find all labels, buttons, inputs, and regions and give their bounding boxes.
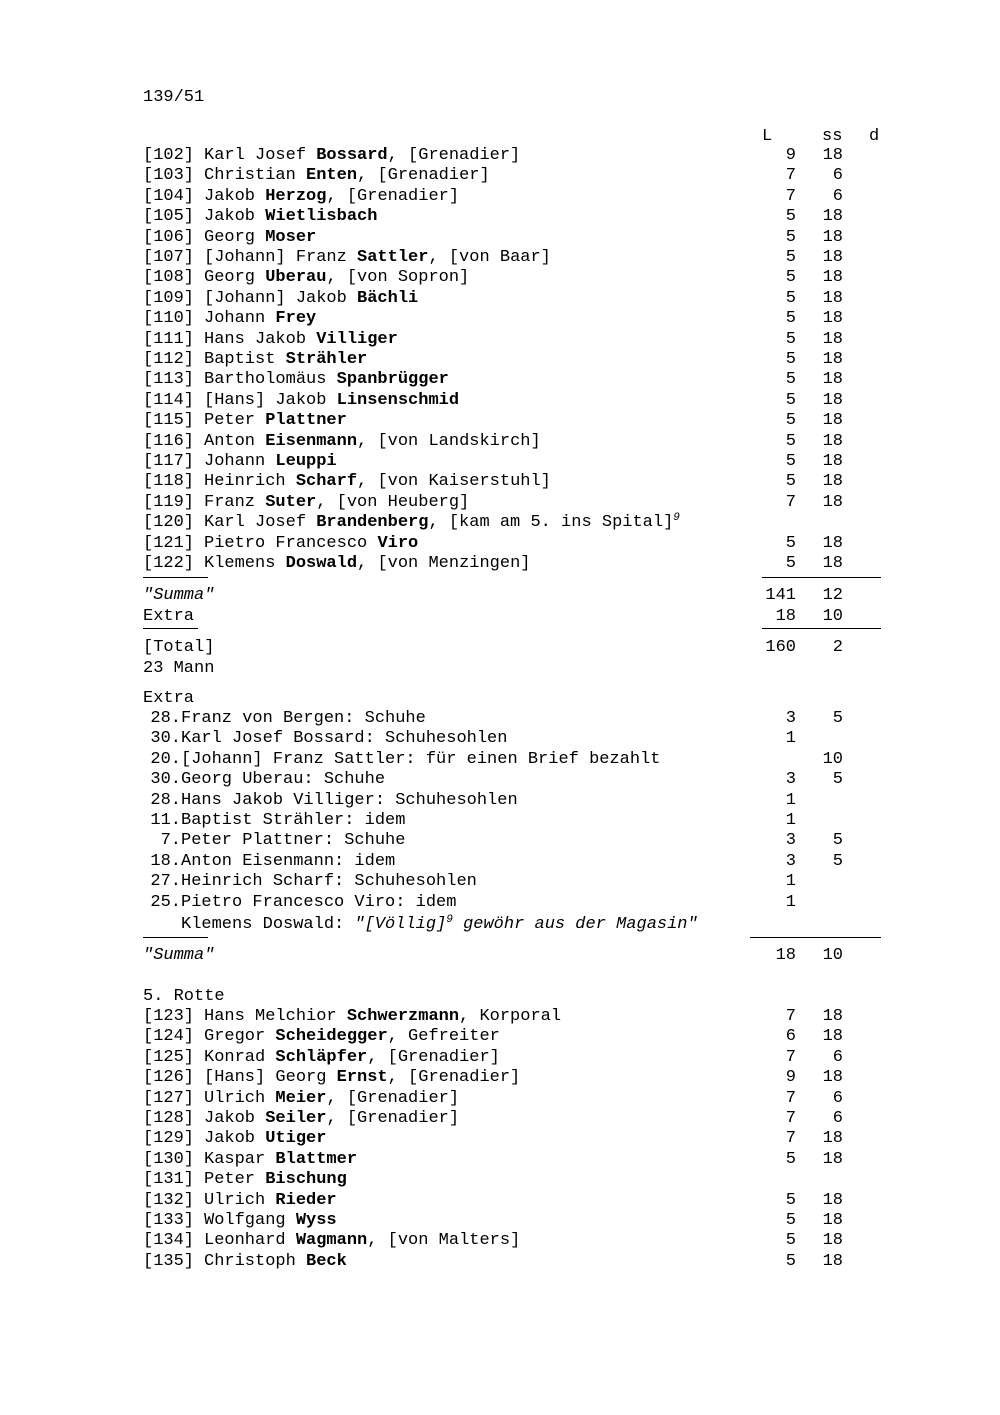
extra-l: 3: [785, 851, 796, 871]
total-label-rule: [143, 628, 198, 629]
entry-given: Jakob: [204, 186, 266, 206]
summa-label: "Summa": [143, 586, 215, 605]
entry-given: [Hans] Georg: [204, 1068, 337, 1088]
extra-text: Baptist Strähler: idem: [181, 811, 406, 830]
roster-entry: [143, 330, 398, 350]
entry-ref: [106]: [143, 227, 195, 247]
entry-ref: [133]: [143, 1211, 195, 1230]
entry-ss: 18: [822, 1027, 843, 1047]
entry-note: , [Grenadier]: [357, 166, 490, 186]
extra-l: 1: [785, 892, 796, 912]
entry-note: , [kam am 5. ins Spital]: [428, 513, 674, 533]
entry-given: Karl Josef: [204, 146, 317, 165]
col-header-l: L: [762, 127, 773, 146]
entry-surname: Schläpfer: [275, 1047, 368, 1067]
roster-entry: [143, 1048, 500, 1068]
extra-entry: [143, 872, 477, 892]
extra-text: Karl Josef Bossard: Schuhesohlen: [181, 729, 508, 749]
entry-note: , [Grenadier]: [387, 1068, 521, 1088]
mann-count: 23 Mann: [143, 659, 215, 678]
entry-ss: 6: [832, 1047, 843, 1067]
entry-l: 7: [785, 166, 796, 186]
entry-given: Johann: [204, 452, 276, 471]
entry-ref: [117]: [143, 452, 195, 471]
entry-ss: 18: [822, 1007, 843, 1026]
entry-l: [740, 1170, 796, 1190]
entry-l: 5: [785, 1231, 796, 1251]
entry-ss: 18: [822, 227, 843, 247]
total-ss: 2: [832, 638, 843, 657]
extra-l: 1: [785, 811, 796, 830]
entry-ss: 18: [822, 309, 843, 329]
entry-given: Pietro Francesco: [204, 533, 378, 553]
entry-ss: 18: [822, 146, 843, 165]
col-header-d: d: [869, 127, 880, 146]
extra-entry: [143, 893, 456, 913]
entry-surname: Frey: [275, 309, 317, 329]
entry-note: , [von Baar]: [428, 248, 551, 267]
extra-day: 28.: [150, 790, 181, 810]
extra-title: Extra: [143, 689, 195, 708]
entry-l: 5: [785, 390, 796, 410]
extra-l: 1: [785, 790, 796, 810]
entry-given: Georg: [204, 268, 266, 288]
entry-ref: [122]: [143, 554, 195, 573]
roster-entry: [143, 1211, 337, 1231]
extra-entry: [143, 709, 426, 729]
rotte-title: 5. Rotte: [143, 987, 225, 1006]
entry-surname: Beck: [306, 1251, 347, 1271]
entry-ref: [111]: [143, 329, 195, 349]
extra-day: 7.: [160, 831, 181, 851]
extra-entry: [143, 729, 507, 749]
summa2-label: "Summa": [143, 946, 215, 965]
entry-ref: [119]: [143, 492, 195, 512]
extra-text: Hans Jakob Villiger: Schuhesohlen: [181, 790, 518, 810]
entry-surname: Viro: [377, 533, 419, 553]
entry-ss: 18: [822, 554, 843, 573]
entry-given: Heinrich: [204, 472, 296, 492]
roster-entry: [143, 370, 449, 390]
entry-l: 5: [785, 1251, 796, 1271]
entry-l: 5: [785, 370, 796, 390]
entry-ss: 18: [822, 452, 843, 471]
entry-ss: 18: [822, 1068, 843, 1088]
entry-note: , [Grenadier]: [326, 1109, 460, 1128]
entry-given: Christian: [204, 166, 307, 186]
entry-ss: 18: [822, 1129, 843, 1149]
entry-given: Gregor: [204, 1027, 276, 1047]
entry-ref: [120]: [143, 513, 195, 533]
extra-l: 3: [785, 709, 796, 728]
entry-ref: [131]: [143, 1170, 195, 1190]
roster-entry: [143, 289, 418, 309]
extra-day: 28.: [150, 709, 181, 728]
roster-entry: [143, 187, 459, 207]
entry-surname: Seiler: [265, 1109, 327, 1128]
entry-surname: Eisenmann: [265, 431, 358, 451]
entry-note: , [von Kaiserstuhl]: [357, 472, 551, 492]
entry-given: Jakob: [204, 1109, 266, 1128]
entry-given: [Johann] Jakob: [204, 288, 358, 308]
entry-l: 5: [785, 288, 796, 308]
roster-entry: [143, 1129, 326, 1149]
entry-given: Leonhard: [204, 1231, 296, 1251]
extra-text: Peter Plattner: Schuhe: [181, 831, 406, 851]
entry-ss: [805, 1170, 843, 1190]
roster-entry: [143, 1252, 347, 1272]
entry-ss: 18: [822, 1211, 843, 1230]
col-header-ss: ss: [822, 127, 843, 146]
extra-ss: 5: [832, 831, 843, 851]
entry-note: , [Grenadier]: [367, 1047, 500, 1067]
entry-surname: Utiger: [265, 1129, 327, 1149]
entry-ref: [123]: [143, 1007, 195, 1026]
entry-l: 5: [785, 207, 796, 227]
entry-ss: 18: [822, 207, 843, 227]
entry-ref: [104]: [143, 186, 195, 206]
extra-day: 30.: [150, 770, 181, 790]
roster-entry: [143, 493, 469, 513]
total-l: 160: [765, 638, 796, 657]
roster-entry: [143, 1068, 520, 1088]
roster-entry: [143, 309, 316, 329]
entry-surname: Wyss: [295, 1211, 337, 1230]
extra-entry: [143, 791, 518, 811]
extra-day: 18.: [150, 851, 181, 871]
entry-given: Klemens: [204, 554, 286, 573]
extra-day: 25.: [150, 892, 181, 912]
entry-l: 5: [785, 472, 796, 492]
entry-given: Franz: [204, 492, 266, 512]
entry-ref: [116]: [143, 431, 195, 451]
entry-ref: [128]: [143, 1109, 195, 1128]
roster-entry: [143, 411, 347, 431]
entry-surname: Doswald: [285, 554, 358, 573]
roster-entry: [143, 513, 680, 533]
entry-surname: Plattner: [265, 411, 347, 431]
entry-l: 7: [785, 492, 796, 512]
entry-ss: 6: [832, 1109, 843, 1128]
entry-l: 5: [785, 554, 796, 573]
roster-entry: [143, 554, 530, 574]
total-label: [Total]: [143, 638, 215, 657]
entry-ref: [115]: [143, 411, 195, 431]
extra-l: [740, 750, 796, 770]
roster-entry: [143, 391, 459, 411]
entry-l: 7: [785, 1047, 796, 1067]
entry-ss: 18: [822, 248, 843, 267]
entry-ref: [125]: [143, 1047, 195, 1067]
entry-note: , [von Sopron]: [326, 268, 470, 288]
entry-given: Kaspar: [204, 1149, 276, 1169]
entry-surname: Bischung: [265, 1170, 347, 1190]
entry-l: 9: [785, 1068, 796, 1088]
entry-surname: Herzog: [265, 186, 327, 206]
extra-day: 11.: [150, 811, 181, 830]
entry-l: 5: [785, 1190, 796, 1210]
entry-l: 5: [785, 350, 796, 369]
entry-l: 6: [785, 1027, 796, 1047]
extra-ss: [805, 811, 843, 831]
entry-ref: [127]: [143, 1088, 195, 1108]
roster-entry: [143, 432, 541, 452]
summa2-rule: [750, 937, 881, 938]
entry-given: Georg: [204, 227, 266, 247]
roster-entry: [143, 268, 469, 288]
roster-entry: [143, 1150, 357, 1170]
roster-entry: [143, 350, 367, 370]
entry-l: 5: [785, 431, 796, 451]
entry-l: 5: [785, 411, 796, 431]
entry-surname: Wietlisbach: [265, 207, 378, 227]
entry-ss: 18: [822, 431, 843, 451]
entry-ss: 18: [822, 411, 843, 431]
entry-ref: [105]: [143, 207, 195, 227]
entry-ref: [113]: [143, 370, 195, 390]
entry-given: [Hans] Jakob: [204, 390, 337, 410]
sum-rule: [762, 577, 881, 578]
entry-given: Hans Melchior: [204, 1007, 347, 1026]
entry-l: [740, 513, 796, 533]
entry-ref: [112]: [143, 350, 195, 369]
entry-ref: [129]: [143, 1129, 195, 1149]
roster-entry: [143, 452, 337, 472]
entry-given: Peter: [204, 1170, 266, 1190]
entry-note: , Korporal: [459, 1007, 562, 1026]
entry-ref: [108]: [143, 268, 195, 288]
entry-given: Christoph: [204, 1251, 307, 1271]
entry-ss: 6: [832, 166, 843, 186]
entry-l: 7: [785, 186, 796, 206]
extra-entry: [143, 831, 405, 851]
entry-ss: 6: [832, 186, 843, 206]
entry-ref: [132]: [143, 1190, 195, 1210]
entry-ss: 18: [822, 1190, 843, 1210]
entry-l: 5: [785, 268, 796, 288]
entry-ss: 18: [822, 268, 843, 288]
entry-surname: Bossard: [316, 146, 388, 165]
roster-entry: [143, 207, 377, 227]
entry-given: Bartholomäus: [204, 370, 337, 390]
entry-ss: [805, 513, 843, 533]
entry-given: Karl Josef: [204, 513, 317, 533]
entry-surname: Brandenberg: [316, 513, 429, 533]
entry-surname: Rieder: [275, 1190, 337, 1210]
summa2-ss: 10: [822, 946, 843, 965]
entry-ref: [135]: [143, 1251, 195, 1271]
entry-l: 5: [785, 1211, 796, 1230]
entry-given: Baptist: [204, 350, 286, 369]
entry-ref: [102]: [143, 146, 195, 165]
entry-note: , [von Landskirch]: [357, 431, 541, 451]
extra-text: [Johann] Franz Sattler: für einen Brief bezahlt: [181, 749, 661, 769]
entry-given: Wolfgang: [204, 1211, 296, 1230]
entry-surname: Meier: [275, 1088, 327, 1108]
entry-ref: [126]: [143, 1068, 195, 1088]
extra-l: 18: [775, 607, 796, 626]
entry-ss: 18: [822, 350, 843, 369]
extra-entry: [143, 750, 660, 770]
entry-given: Ulrich: [204, 1190, 276, 1210]
entry-l: 5: [785, 248, 796, 267]
extra-day: 20.: [150, 749, 181, 769]
entry-surname: Villiger: [316, 329, 398, 349]
entry-surname: Blattmer: [275, 1149, 358, 1169]
extra-ss: [805, 893, 843, 913]
entry-ss: 18: [822, 1231, 843, 1251]
roster-entry: [143, 534, 418, 554]
entry-surname: Strähler: [285, 350, 368, 369]
summa-l: 141: [765, 586, 796, 605]
summa2-label-rule: [143, 937, 208, 938]
extra-day: 30.: [150, 729, 181, 749]
entry-ref: [118]: [143, 472, 195, 492]
entry-given: Peter: [204, 411, 266, 431]
roster-entry: [143, 146, 520, 166]
entry-ref: [121]: [143, 533, 195, 553]
entry-given: Johann: [204, 309, 276, 329]
extra-day: 27.: [150, 872, 181, 892]
summa2-l: 18: [775, 946, 796, 965]
extra-ss: 10: [822, 749, 843, 769]
entry-surname: Ernst: [336, 1068, 388, 1088]
entry-note: , [Grenadier]: [387, 146, 521, 165]
entry-note: , [Grenadier]: [326, 186, 460, 206]
entry-given: Konrad: [204, 1047, 276, 1067]
extra-entry: [143, 770, 385, 790]
entry-l: 5: [785, 1149, 796, 1169]
entry-given: Ulrich: [204, 1088, 276, 1108]
roster-entry: [143, 1027, 500, 1047]
entry-ref: [114]: [143, 390, 195, 410]
entry-given: Anton: [204, 431, 266, 451]
extra-ss: 5: [832, 709, 843, 728]
entry-l: 7: [785, 1007, 796, 1026]
entry-given: Jakob: [204, 1129, 266, 1149]
entry-l: 5: [785, 452, 796, 471]
entry-l: 5: [785, 227, 796, 247]
entry-surname: Suter: [265, 492, 317, 512]
extra-text: Anton Eisenmann: idem: [181, 851, 396, 871]
extra-l: 1: [785, 872, 796, 892]
entry-note: , [von Heuberg]: [316, 492, 470, 512]
entry-ss: 18: [822, 370, 843, 390]
roster-entry: [143, 1109, 459, 1129]
extra-entry: [143, 811, 405, 831]
entry-ss: 18: [822, 1149, 843, 1169]
entry-l: 5: [785, 329, 796, 349]
entry-l: 7: [785, 1109, 796, 1128]
entry-surname: Scheidegger: [275, 1027, 388, 1047]
extra-text: Franz von Bergen: Schuhe: [181, 709, 426, 728]
entry-given: [Johann] Franz: [204, 248, 358, 267]
extra-label: Extra: [143, 607, 195, 626]
entry-ss: 18: [822, 1251, 843, 1271]
entry-ref: [130]: [143, 1149, 195, 1169]
summa-ss: 12: [822, 586, 843, 605]
extra-l: 1: [785, 729, 796, 749]
roster-entry: [143, 228, 316, 248]
extra-l: 3: [785, 831, 796, 851]
extra-ss: [805, 872, 843, 892]
entry-ss: 6: [832, 1088, 843, 1108]
entry-surname: Scharf: [295, 472, 358, 492]
entry-ss: 18: [822, 492, 843, 512]
entry-surname: Leuppi: [275, 452, 337, 471]
entry-l: 7: [785, 1088, 796, 1108]
extra-text: Georg Uberau: Schuhe: [181, 770, 386, 790]
roster-entry: [143, 166, 490, 186]
footnote-mark: 9: [673, 512, 680, 525]
entry-ref: [124]: [143, 1027, 195, 1047]
roster-entry: [143, 1231, 520, 1251]
entry-l: 5: [785, 533, 796, 553]
roster-entry: [143, 1007, 561, 1027]
entry-surname: Linsenschmid: [336, 390, 460, 410]
entry-ss: 18: [822, 472, 843, 492]
entry-note: , [Grenadier]: [326, 1088, 460, 1108]
entry-surname: Enten: [306, 166, 358, 186]
entry-ss: 18: [822, 288, 843, 308]
entry-l: 9: [785, 146, 796, 165]
extra-ss: 5: [832, 851, 843, 871]
roster-entry: [143, 1089, 459, 1109]
entry-ref: [109]: [143, 288, 195, 308]
doswald-line: Klemens Doswald: "[Völlig]$^9$ gewöhr aus der Magasin": [181, 914, 698, 934]
entry-given: Jakob: [204, 207, 266, 227]
entry-surname: Wagmann: [295, 1231, 368, 1251]
entry-surname: Uberau: [265, 268, 327, 288]
page-number: 139/51: [143, 88, 205, 107]
entry-note: , [von Menzingen]: [357, 554, 531, 573]
entry-ref: [107]: [143, 248, 195, 267]
entry-note: , Gefreiter: [387, 1027, 500, 1047]
roster-entry: [143, 248, 551, 268]
entry-ref: [110]: [143, 309, 195, 329]
roster-entry: [143, 472, 551, 492]
entry-l: 7: [785, 1129, 796, 1149]
total-rule: [762, 628, 881, 629]
extra-entry: [143, 852, 395, 872]
entry-ref: [103]: [143, 166, 195, 186]
entry-l: 5: [785, 309, 796, 329]
entry-surname: Schwerzmann: [346, 1007, 460, 1026]
extra-ss: 10: [822, 607, 843, 626]
extra-ss: 5: [832, 770, 843, 790]
extra-text: Heinrich Scharf: Schuhesohlen: [181, 872, 477, 892]
roster-entry: [143, 1170, 347, 1190]
entry-surname: Spanbrügger: [336, 370, 449, 390]
extra-ss: [805, 729, 843, 749]
entry-ss: 18: [822, 390, 843, 410]
entry-given: Hans Jakob: [204, 329, 317, 349]
label-rule: [143, 577, 208, 578]
entry-ss: 18: [822, 533, 843, 553]
entry-surname: Sattler: [357, 248, 429, 267]
entry-note: , [von Malters]: [367, 1231, 521, 1251]
extra-ss: [805, 791, 843, 811]
extra-l: 3: [785, 770, 796, 790]
entry-ref: [134]: [143, 1231, 195, 1251]
entry-surname: Bächli: [357, 288, 419, 308]
entry-surname: Moser: [265, 227, 317, 247]
roster-entry: [143, 1191, 337, 1211]
extra-text: Pietro Francesco Viro: idem: [181, 892, 457, 912]
entry-ss: 18: [822, 329, 843, 349]
